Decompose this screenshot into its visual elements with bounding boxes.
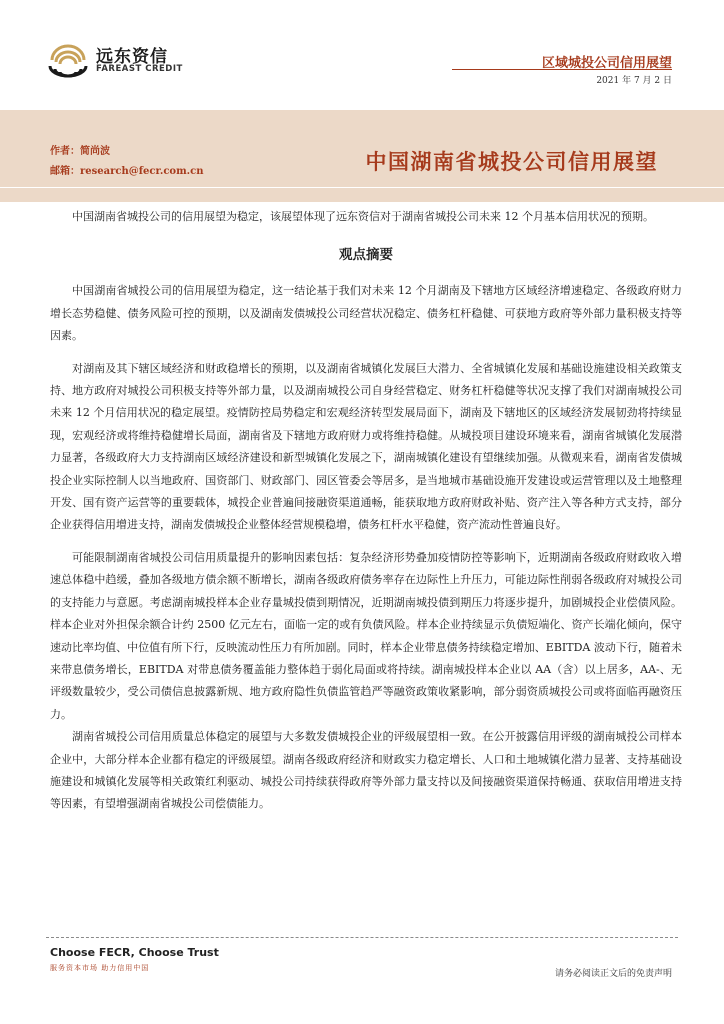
body-paragraph-3: 可能限制湖南省城投公司信用质量提升的影响因素包括：复杂经济形势叠加疫情防控等影响下，近期湖南各级政府财政收入增速总体稳中趋缓，叠加各级地方债余额不断增长，湖南各级政府债务率存在边际性上升压力，可能边际性削弱各级政府对城投公司的支持能力与意愿。考虑湖南城投样本企业存量城投债到期情况，近期湖南城投债到期压力将逐步提升，加剧城投企业偿债风险。样本企业对外担保余额合计约 2500 亿元左右，面临一定的或有负债风险。样本企业持续显示负债短端化、资产长端化倾向，保守速动比率均值、中位值有所下行，反映流动性压力有所加剧。同时，样本企业带息债务持续稳定增加、EBITDA 波动下行，随着未来带息债务增长，EBITDA 对带息债务覆盖能力整体趋于弱化局面或将持续。湖南城投样本企业以 AA（含）以上居多，AA-、无评级数量较少，受公司债信息披露新规、地方政府隐性负债监管趋严等融资政策收紧影响，部分弱资质城投公司或将面临再融资压力。: [50, 550, 682, 721]
header-divider: [452, 69, 672, 70]
logo-chinese-name: 远东资信: [96, 47, 168, 67]
company-logo: [44, 40, 194, 80]
report-date: 2021 年 7 月 2 日: [596, 76, 672, 86]
footer-subtitle: 服务资本市场 助力信用中国: [50, 964, 150, 972]
footer-disclaimer: 请务必阅读正文后的免责声明: [554, 969, 672, 979]
title-band-divider: [0, 187, 724, 188]
author-label: 作者：简尚波: [50, 146, 110, 157]
fareast-logo-icon: [44, 40, 92, 78]
report-body: [50, 206, 682, 816]
logo-english-name: FAREAST CREDIT: [96, 64, 183, 74]
body-paragraph-2: 对湖南及其下辖区域经济和财政稳增长的预期，以及湖南省城镇化发展巨大潜力、全省城镇化发展和基础设施建设相关政策支持、地方政府对城投公司积极支持等外部力量，以及湖南城投公司自身经营稳定、财务杠杆稳健等状况支撑了我们对湖南城投公司未来 12 个月信用状况的稳定展望。疫情防控局势稳定和宏观经济转型发展局面下，湖南及下辖地区的区域经济发展韧劲将持续显现，宏观经济或将维持稳健增长局面，湖南省及下辖地方政府财力或将维持稳健。从城投项目建设环境来看，湖南省城镇化发展潜力显著，各级政府大力支持湖南区域经济建设和新型城镇化发展之下，湖南城镇化建设有望继续加强。从微观来看，湖南省发债城投企业实际控制人以当地政府、国资部门、财政部门、园区管委会等居多，是当地城市基础设施开发建设或运营管理以及土地整理开发、国有资产运营等的重要载体，城投企业普遍间接融资渠道通畅，能获取地方政府财政补贴、资产注入等各种方式支持，部分企业获得信用增进支持，湖南发债城投企业整体经营规模稳增，债务杠杆水平稳健，资产流动性普遍良好。: [50, 361, 682, 532]
body-paragraph-1: 中国湖南省城投公司的信用展望为稳定，这一结论基于我们对未来 12 个月湖南及下辖地方区域经济增速稳定、各级政府财力增长态势稳健、债务风险可控的预期，以及湖南发债城投公司经营状况稳定、债务杠杆稳健、可获地方政府等外部力量积极支持等因素。: [50, 284, 682, 343]
report-series-title: 区域城投公司信用展望: [541, 56, 672, 71]
section-heading: 观点摘要: [339, 247, 393, 264]
footer-divider: [46, 937, 678, 938]
body-paragraph-4: 湖南省城投公司信用质量总体稳定的展望与大多数发债城投企业的评级展望相一致。在公开披露信用评级的湖南城投公司样本企业中，大部分样本企业都有稳定的评级展望。湖南各级政府经济和财政实力稳定增长、人口和土地城镇化潜力显著、支持基础设施建设和城镇化发展等相关政策红利驱动、城投公司持续获得政府等外部力量支持以及间接融资渠道保持畅通、获取信用增进支持等因素，有望增强湖南省城投公司偿债能力。: [50, 730, 682, 811]
footer-slogan: Choose FECR, Choose Trust: [50, 946, 219, 959]
intro-paragraph: 中国湖南省城投公司的信用展望为稳定，该展望体现了远东资信对于湖南省城投公司未来 12 个月基本信用状况的预期。: [72, 210, 654, 223]
page-title: 中国湖南省城投公司信用展望: [365, 149, 658, 174]
email-label: 邮箱：research@fecr.com.cn: [50, 166, 204, 177]
